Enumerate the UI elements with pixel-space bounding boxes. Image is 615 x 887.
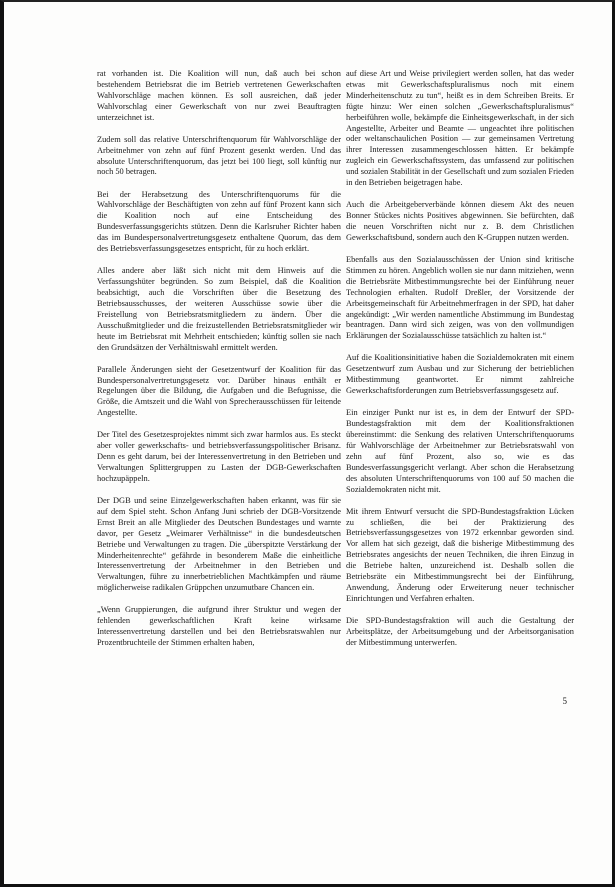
- paragraph: Der DGB und seine Einzelgewerkschaften haben erkannt, was für sie auf dem Spiel steht. Schon Anfang Juni schrieb der DGB-Vorsitzende Ernst Breit an alle Mitglieder des Deutschen Bundestages und warnte davor, per Gesetz „Weimarer Verhältnisse“ in die bundesdeutschen Betriebe und Verwaltungen zu tragen. Die „überspitzte Verstärkung der Minderheitenrechte“ gefährde in besonderem Maße die einheitliche Interessenvertretung der Arbeitnehmer in den Betrieben und Verwaltungen, führe zu innerbetrieblichen Machtkämpfen und räume möglicherweise radikalen Grüppchen unzumutbare Chancen ein.: [97, 496, 341, 593]
- paragraph: auf diese Art und Weise privilegiert werden sollen, hat das weder etwas mit Gewerkschaftspluralismus noch mit einem Minderheitenschutz zu tun“, heißt es in dem Schreiben Breits. Er fügte hinzu: Wer einen solchen „Gewerkschaftspluralismus“ herbeiführen wolle, bekämpfe die Einheitsgewerkschaft, in der sich Angestellte, Arbeiter und Beamte — ungeachtet ihre politischen oder weltanschaulichen Position — zur gemeinsamen Vertretung ihrer Interessen zusammengeschlossen hätten. Er bekämpfe zugleich ein Gewerkschaftssystem, das umfassend zur politischen und sozialen Stabilität in der Gesellschaft und zum sozialen Frieden in den Betrieben beigetragen habe.: [346, 69, 574, 188]
- page-number: 5: [562, 696, 567, 706]
- paragraph: Der Titel des Gesetzesprojektes nimmt sich zwar harmlos aus. Es steckt aber voller gewerkschafts- und betriebsverfassungspolitischer Brisanz. Denn es geht darum, bei der Interessenvertretung in den Betrieben und Verwaltungen Splittergruppen zu Lasten der DGB-Gewerkschaften hochzupäppeln.: [97, 430, 341, 483]
- paragraph: Zudem soll das relative Unterschriftenquorum für Wahlvorschläge der Arbeitnehmer von zehn auf fünf Prozent gesenkt werden. Und das absolute Unterschriftenquorum, das jetzt bei 100 liegt, soll künftig nur noch 50 betragen.: [97, 134, 341, 177]
- paragraph: Die SPD-Bundestagsfraktion will auch die Gestaltung der Arbeitsplätze, der Arbeitsumgebung und der Arbeitsorganisation der Mitbestimmung unterwerfen.: [346, 616, 574, 647]
- paragraph: „Wenn Gruppierungen, die aufgrund ihrer Struktur und wegen der fehlenden gewerkschaftlichen Kraft keine wirksame Interessenvertretung darstellen und bei den Betriebsratswahlen nur Prozentbruchteile der Stimmen erhalten haben,: [97, 605, 341, 648]
- paragraph: Auch die Arbeitgeberverbände können diesem Akt des neuen Bonner Stückes nichts Positives abgewinnen. Sie befürchten, daß die neuen Vorschriften nicht nur z. B. dem Christlichen Gewerkschaftsbund, sondern auch den K-Gruppen nutzen werden.: [346, 200, 574, 242]
- left-text-column: [97, 69, 341, 660]
- paragraph: Bei der Herabsetzung des Unterschriftenquorums für die Wahlvorschläge der Beschäftigten von zehn auf fünf Prozent kann sich die Koalition noch auf eine Entscheidung des Bundesverfassungsgerichts stützen. Denn die Karlsruher Richter haben das im Bundespersonalvertretungsgesetz enthaltene Quorum, das dem des Betriebsverfassungsgesetzes entspricht, für zu hoch erklärt.: [97, 189, 341, 254]
- right-text-column: [346, 69, 574, 660]
- paragraph: Mit ihrem Entwurf versucht die SPD-Bundestagsfraktion Lücken zu schließen, die bei der Praktizierung des Betriebsverfassungsgesetzes von 1972 erkennbar geworden sind. Vor allem hat sich gezeigt, daß die bisherige Mitbestimmung des Betriebsrates angesichts der neuen Techniken, die ihren Einzug in die Betriebe halten, unzureichend ist. Deshalb sollen die Betriebsräte ein Mitbestimmungsrecht bei der Einführung, Anwendung, Änderung oder Erweiterung neuer technischer Einrichtungen und Verfahren erhalten.: [346, 506, 574, 603]
- paragraph: Parallele Änderungen sieht der Gesetzentwurf der Koalition für das Bundespersonalvertretungsgesetz vor. Darüber hinaus enthält er Regelungen über die Bildung, die Aufgaben und die Befugnisse, die Größe, die Amtszeit und die Wahl von Sprecherausschüssen für leitende Angestellte.: [97, 364, 341, 418]
- paragraph: rat vorhanden ist. Die Koalition will nun, daß auch bei schon bestehendem Betriebsrat die im Betrieb vertretenen Gewerkschaften Wahlvorschläge machen können. Es soll ausreichen, daß jeder Wahlvorschlag einer Gewerkschaft von nur zwei Beauftragten unterzeichnet ist.: [97, 69, 341, 122]
- paragraph: Ein einziger Punkt nur ist es, in dem der Entwurf der SPD-Bundestagsfraktion mit dem der Koalitionsfraktionen übereinstimmt: die Senkung des relativen Unterschriftenquorums für Wahlvorschläge der Arbeitnehmer zur Betriebsratswahl von zehn auf fünf Prozent, also so, wie es das Bundesverfassungsgericht verlangt. Aber schon die Herabsetzung des absoluten Unterschriftenquorums von 100 auf 50 machen die Sozialdemokraten nicht mit.: [346, 408, 574, 494]
- paragraph: Ebenfalls aus den Sozialausschüssen der Union sind kritische Stimmen zu hören. Angeblich wollen sie nur dann mitziehen, wenn die Betriebsräte Mitbestimmungsrechte bei der Einführung neuer Technologien erhalten. Rudolf Dreßler, der Vorsitzende der Arbeitsgemeinschaft für Arbeitnehmerfragen in der SPD, hat daher angekündigt: „Wir werden namentliche Abstimmung im Bundestag beantragen. Dann wird sich zeigen, was von den vollmundigen Erklärungen der Sozialausschüsse tatsächlich zu halten ist.“: [346, 254, 574, 341]
- paragraph: Alles andere aber läßt sich nicht mit dem Hinweis auf die Verfassungshüter begründen. So zum Beispiel, daß die Koalition beabsichtigt, auch die Vorschriften über die Besetzung des Betriebsausschusses, der weiteren Ausschüsse sowie über die Freistellung von Betriebsratsmitgliedern zu ändern. Über die Ausschußmitglieder und die freizustellenden Betriebsratsmitglieder wir heute im Betriebsrat mit Mehrheit entschieden; künftig sollen sie nach den Grundsätzen der Verhältniswahl ermittelt werden.: [97, 266, 341, 352]
- paragraph: Auf die Koalitionsinitiative haben die Sozialdemokraten mit einem Gesetzentwurf zum Ausbau und zur Sicherung der betrieblichen Mitbestimmung geantwortet. Er nimmt zahlreiche Gewerkschaftsforderungen zum Betriebsverfassungsgesetz auf.: [346, 353, 574, 396]
